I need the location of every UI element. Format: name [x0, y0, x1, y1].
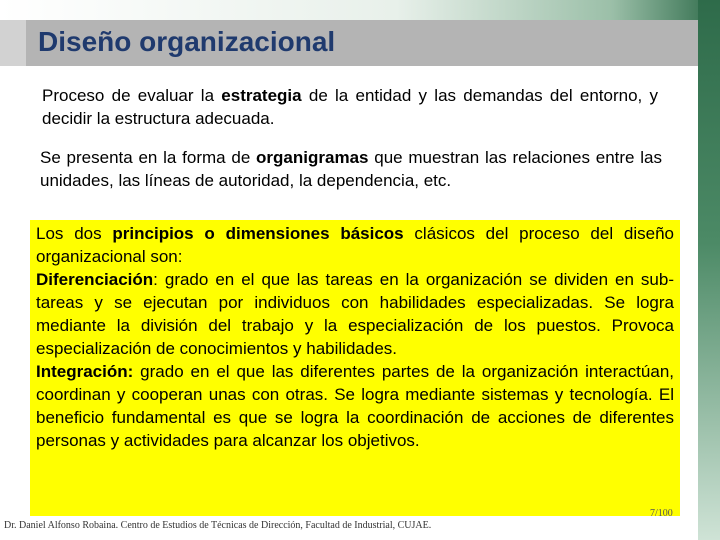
- footer-credit: Dr. Daniel Alfonso Robaina. Centro de Estudios de Técnicas de Dirección, Facultad de Industrial, CUJAE.: [4, 520, 432, 531]
- bold-term-integracion: Integración:: [36, 362, 134, 381]
- slide-title: Diseño organizacional: [38, 26, 336, 57]
- paragraph-diferenciacion: [36, 268, 674, 360]
- bold-term-estrategia: estrategia: [221, 86, 302, 105]
- text-run: grado en el que las diferentes partes de la organización interactúan, coordinan y cooperan unas con otras. Se logra mediante sistemas y tecnología. El beneficio fundamental es que se logra la coordinación de acciones de diferentes personas y actividades para alcanzar los objetivos.: [36, 362, 674, 450]
- bold-term-principios: principios o dimensiones básicos: [112, 224, 404, 243]
- highlight-box: [30, 220, 680, 516]
- paragraph-definition: [42, 84, 658, 130]
- paragraph-principios: [36, 222, 674, 268]
- bold-term-diferenciacion: Diferenciación: [36, 270, 154, 289]
- title-accent: [0, 20, 26, 66]
- text-run: de la entidad y las demandas del entorno, y decidir la estructura adecuada.: [42, 86, 658, 128]
- text-run: : grado en el que las tareas en la organización se dividen en sub-tareas y se ejecutan por individuos con habilidades especializadas. Se logra mediante la división del trabajo y la especialización de los puestos. Provoca especialización de conocimientos y habilidades.: [36, 270, 674, 358]
- text-run: Proceso de evaluar la: [42, 86, 222, 105]
- text-run: Los dos: [36, 224, 113, 243]
- paragraph-organigramas: [40, 146, 662, 192]
- paragraph-integracion: [36, 360, 674, 452]
- page-number: 7/100: [650, 508, 673, 519]
- text-run: que muestran las relaciones entre las unidades, las líneas de autoridad, la dependencia, etc.: [40, 148, 662, 190]
- bold-term-organigramas: organigramas: [256, 148, 369, 167]
- text-run: Se presenta en la forma de: [40, 148, 257, 167]
- highlight-content: [36, 222, 674, 452]
- text-run: clásicos del proceso del diseño organizacional son:: [36, 224, 675, 266]
- side-decor-bar: [698, 0, 720, 540]
- top-decor-bar: [0, 0, 720, 20]
